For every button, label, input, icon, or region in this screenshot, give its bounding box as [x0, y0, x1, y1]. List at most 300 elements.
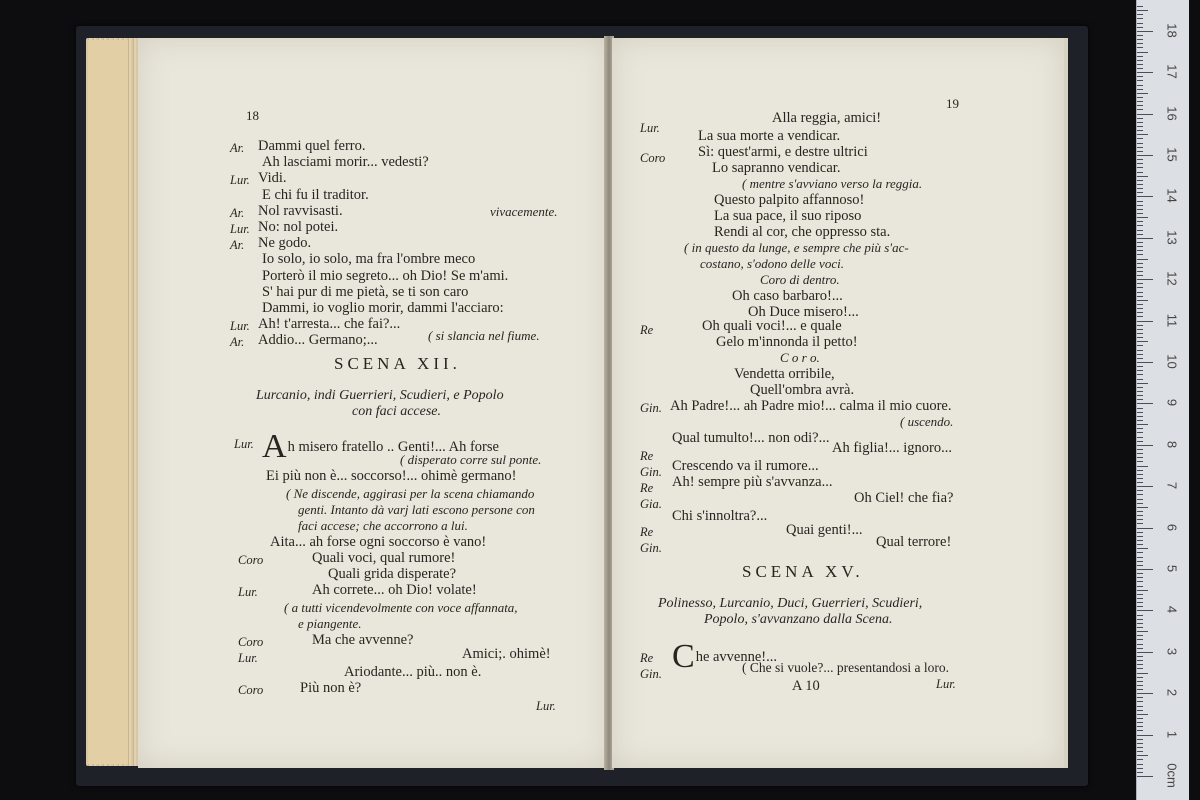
ruler-number: 15 [1164, 147, 1180, 162]
ruler-tick [1137, 279, 1153, 280]
speaker-label: Coro [238, 683, 264, 697]
ruler-tick [1137, 172, 1143, 173]
verse-line: ( Che si vuole?... presentandosi a loro. [742, 660, 949, 675]
verse-line: Porterò il mio segreto... oh Dio! Se m'ami. [262, 267, 509, 284]
verse-line: Ah figlia!... ignoro... [832, 440, 953, 456]
chorus-heading: Coro di dentro. [760, 272, 840, 287]
ruler-tick [1137, 209, 1143, 210]
ruler-tick [1137, 283, 1143, 284]
ruler-tick [1137, 590, 1148, 591]
ruler-tick [1137, 31, 1153, 32]
verse-line: Ma che avvenne? [312, 632, 414, 648]
ruler-tick [1137, 176, 1148, 177]
ruler-tick [1137, 441, 1143, 442]
verse-line: Oh Duce misero!... [748, 304, 859, 320]
ruler-tick [1137, 358, 1143, 359]
ruler-tick [1137, 519, 1143, 520]
ruler-tick [1137, 366, 1143, 367]
ruler-tick [1137, 631, 1148, 632]
ruler-tick [1137, 395, 1143, 396]
ruler-tick [1137, 432, 1143, 433]
drop-cap: C [672, 638, 695, 675]
ruler-number: 9 [1164, 399, 1180, 407]
ruler-tick [1137, 565, 1143, 566]
verse-line: E chi fu il traditor. [262, 186, 369, 203]
ruler-tick [1137, 122, 1143, 123]
verse-line: Aita... ah forse ogni soccorso è vano! [270, 534, 487, 550]
scene-characters: Lurcanio, indi Guerrieri, Scudieri, e Popolo [256, 388, 504, 403]
verse-line: S' hai pur di me pietà, se ti son caro [262, 283, 469, 300]
verse-line: Amici;. ohimè! [462, 646, 551, 662]
ruler-tick [1137, 316, 1143, 317]
ruler-tick [1137, 627, 1143, 628]
ruler-tick [1137, 138, 1143, 139]
ruler-number: 2 [1164, 689, 1180, 697]
verse-line: Dammi, io voglio morir, dammi l'acciaro: [262, 300, 504, 316]
ruler-tick [1137, 424, 1148, 425]
ruler-tick [1137, 362, 1153, 363]
ruler-tick [1137, 445, 1153, 446]
ruler-tick [1137, 321, 1153, 322]
ruler-tick [1137, 714, 1148, 715]
ruler-tick [1137, 528, 1153, 529]
speaker-label: Re [640, 323, 654, 337]
ruler-tick [1137, 457, 1143, 458]
ruler-tick [1137, 743, 1143, 744]
ruler-number: 1 [1164, 730, 1180, 738]
ruler-tick [1137, 101, 1143, 102]
ruler-tick [1137, 97, 1143, 98]
ruler-number: 13 [1164, 230, 1180, 245]
ruler-tick [1137, 134, 1148, 135]
ruler-tick [1137, 345, 1143, 346]
ruler-tick [1137, 503, 1143, 504]
ruler-tick [1137, 730, 1143, 731]
ruler-tick [1137, 586, 1143, 587]
ruler-tick [1137, 598, 1143, 599]
verse-line: Alla reggia, amici! [772, 110, 882, 126]
verse-line: Crescendo va il rumore... [672, 458, 819, 474]
ruler-tick [1137, 759, 1143, 760]
flyleaf-edge [88, 40, 128, 764]
ruler-number: 8 [1164, 440, 1180, 448]
ruler-tick [1137, 532, 1143, 533]
ruler-tick [1137, 43, 1143, 44]
verse-line: Più non è? [300, 680, 362, 696]
ruler-tick [1137, 664, 1143, 665]
ruler-tick [1137, 147, 1143, 148]
ruler-tick [1137, 403, 1153, 404]
ruler-tick [1137, 602, 1143, 603]
speaker-label: Gin. [640, 541, 662, 555]
drop-cap: A [262, 428, 287, 465]
verse-line: Vendetta orribile, [734, 366, 835, 382]
ruler-tick [1137, 234, 1143, 235]
ruler-tick [1137, 312, 1143, 313]
ruler-tick [1137, 85, 1143, 86]
speaker-label: Lur. [238, 585, 258, 599]
ruler-number: 5 [1164, 564, 1180, 573]
ruler-tick [1137, 656, 1143, 657]
ruler-tick [1137, 267, 1143, 268]
ruler-tick [1137, 420, 1143, 421]
ruler-tick [1137, 341, 1148, 342]
ruler-tick [1137, 242, 1143, 243]
speaker-label: Coro [238, 553, 264, 567]
stage-direction: ( in questo da lunge, e sempre che più s'ac- [684, 240, 909, 255]
ruler-number: 0cm [1164, 763, 1180, 788]
ruler-number: 17 [1164, 64, 1180, 79]
verse-line: Oh Ciel! che fia? [854, 490, 954, 506]
stage-direction: genti. Intanto dà varj lati escono persone con [298, 502, 535, 517]
ruler-tick [1137, 536, 1143, 537]
ruler-tick [1137, 383, 1148, 384]
ruler-tick [1137, 594, 1143, 595]
speaker-label: Ar. [230, 238, 245, 253]
verse-line: Questo palpito affannoso! [714, 192, 865, 208]
verse-line: Ei più non è... soccorso!... ohimè germano! [266, 468, 517, 484]
ruler-tick [1137, 569, 1153, 570]
stage-direction: ( a tutti vicendevolmente con voce affannata, [284, 600, 518, 615]
ruler-tick [1137, 56, 1143, 57]
ruler-tick [1137, 155, 1153, 156]
ruler-number: 6 [1164, 523, 1180, 531]
verse-line: Ah correte... oh Dio! volate! [312, 582, 477, 598]
speaker-label: Lur. [234, 437, 254, 451]
ruler-tick [1137, 143, 1143, 144]
speaker-label: Ar. [230, 335, 245, 350]
stage-direction: ( disperato corre sul ponte. [400, 452, 542, 467]
speaker-label: Lur. [230, 222, 250, 236]
ruler-tick [1137, 644, 1143, 645]
ruler-tick [1137, 677, 1143, 678]
ruler-tick [1137, 726, 1143, 727]
verse-line: Quai genti!... [786, 522, 863, 538]
verse-line: Oh caso barbaro!... [732, 288, 843, 304]
ruler-tick [1137, 64, 1143, 65]
scene-characters-cont: con faci accese. [352, 404, 442, 419]
ruler-tick [1137, 89, 1143, 90]
speaker-label: Coro [238, 635, 264, 649]
ruler-tick [1137, 499, 1143, 500]
verse-line: Ah! t'arresta... che fai?... [258, 316, 401, 333]
stage-direction: faci accese; che accorrono a lui. [298, 518, 468, 533]
ruler-tick [1137, 577, 1143, 578]
scene-characters-cont: Popolo, s'avvanzano dalla Scena. [704, 612, 893, 627]
ruler-tick [1137, 118, 1143, 119]
speaker-label: Gia. [640, 497, 662, 511]
scene-title: SCENA XV. [742, 562, 864, 581]
ruler-tick [1137, 35, 1143, 36]
ruler-tick [1137, 192, 1143, 193]
ruler-tick [1137, 387, 1143, 388]
verse-line: Quali voci, qual rumore! [312, 550, 456, 566]
ruler-tick [1137, 225, 1143, 226]
ruler-tick [1137, 615, 1143, 616]
signature-mark: A 10 [792, 678, 820, 694]
ruler-number: 3 [1164, 647, 1180, 655]
ruler-tick [1137, 673, 1148, 674]
ruler-tick [1137, 350, 1143, 351]
ruler-tick [1137, 47, 1143, 48]
ruler-tick [1137, 300, 1148, 301]
ruler-tick [1137, 685, 1143, 686]
ruler-tick [1137, 540, 1143, 541]
verse-line: Addio... Germano;... [258, 332, 378, 349]
ruler-tick [1137, 523, 1143, 524]
speaker-label: Re [640, 481, 654, 495]
speaker-label: Lur. [230, 319, 250, 334]
ruler-tick [1137, 180, 1143, 181]
speaker-label: Lur. [640, 121, 660, 135]
ruler-tick [1137, 304, 1143, 305]
stage-direction: ( Ne discende, aggirasi per la scena chiamando [286, 486, 535, 501]
ruler-tick [1137, 275, 1143, 276]
ruler-tick [1137, 416, 1143, 417]
ruler-tick [1137, 412, 1143, 413]
speaker-label: Re [640, 449, 654, 463]
ruler-tick [1137, 14, 1143, 15]
verse-line: Sì: quest'armi, e destre ultrici [698, 144, 868, 160]
ruler-tick [1137, 39, 1143, 40]
ruler-tick [1137, 660, 1143, 661]
ruler-tick [1137, 72, 1153, 73]
ruler-tick [1137, 751, 1143, 752]
ruler-tick [1137, 639, 1143, 640]
speaker-label: Coro [640, 151, 666, 165]
speaker-label: Gin. [640, 465, 662, 479]
ruler-tick [1137, 561, 1143, 562]
ruler-tick [1137, 333, 1143, 334]
ruler-tick [1137, 701, 1143, 702]
ruler-tick [1137, 259, 1148, 260]
ruler-tick [1137, 474, 1143, 475]
verse-line: Qual tumulto!... non odi?... [672, 430, 830, 446]
stage-direction: ( mentre s'avviano verso la reggia. [742, 176, 923, 191]
ruler-number: 18 [1164, 23, 1180, 38]
ruler-tick [1137, 408, 1143, 409]
ruler-tick [1137, 573, 1143, 574]
ruler-tick [1137, 68, 1143, 69]
ruler-tick [1137, 515, 1143, 516]
ruler-tick [1137, 544, 1143, 545]
ruler-tick [1137, 681, 1143, 682]
page-number: 18 [246, 108, 259, 123]
ruler-tick [1137, 130, 1143, 131]
ruler-tick [1137, 548, 1148, 549]
ruler-tick [1137, 254, 1143, 255]
verse-line: Quali grida disperate? [328, 566, 457, 582]
ruler-tick [1137, 710, 1143, 711]
ruler-tick [1137, 494, 1143, 495]
ruler-tick [1137, 52, 1148, 53]
ruler-tick [1137, 772, 1143, 773]
ruler-tick [1137, 697, 1143, 698]
ruler-tick [1137, 706, 1143, 707]
ruler-number: 11 [1164, 313, 1180, 327]
ruler-tick [1137, 6, 1143, 7]
ruler-tick [1137, 648, 1143, 649]
page-number: 19 [946, 96, 959, 111]
ruler-tick [1137, 105, 1143, 106]
ruler-tick [1137, 623, 1143, 624]
ruler-tick [1137, 718, 1143, 719]
ruler-tick [1137, 263, 1143, 264]
ruler-tick [1137, 739, 1143, 740]
speaker-label: Lur. [238, 651, 258, 665]
verse-line: Dammi quel ferro. [258, 138, 366, 154]
ruler-tick [1137, 693, 1153, 694]
ruler-tick [1137, 379, 1143, 380]
ruler-tick [1137, 18, 1143, 19]
ruler-tick [1137, 325, 1143, 326]
ruler-tick [1137, 60, 1143, 61]
ruler-tick [1137, 747, 1143, 748]
verse-line: Lo sapranno vendicar. [712, 160, 841, 176]
ruler-tick [1137, 196, 1153, 197]
ruler-tick [1137, 482, 1143, 483]
ruler-tick [1137, 221, 1143, 222]
verse-line: Qual terrore! [876, 534, 952, 550]
stage-direction: ( si slancia nel fiume. [428, 328, 540, 343]
ruler-tick [1137, 213, 1143, 214]
scene-characters: Polinesso, Lurcanio, Duci, Guerrieri, Scudieri, [658, 596, 923, 611]
verse-line: Chi s'innoltra?... [672, 508, 768, 524]
ruler-tick [1137, 93, 1148, 94]
ruler-tick [1137, 486, 1153, 487]
ruler-tick [1137, 27, 1143, 28]
ruler-tick [1137, 399, 1143, 400]
ruler-tick [1137, 23, 1143, 24]
ruler-tick [1137, 163, 1143, 164]
ruler-tick [1137, 635, 1143, 636]
stage-direction: vivacemente. [490, 203, 558, 219]
ruler-tick [1137, 114, 1153, 115]
ruler-tick [1137, 205, 1143, 206]
ruler-tick [1137, 126, 1143, 127]
ruler-tick [1137, 776, 1153, 777]
ruler-tick [1137, 151, 1143, 152]
ruler-tick [1137, 238, 1153, 239]
verse-line: Vidi. [258, 170, 287, 187]
ruler-tick [1137, 764, 1143, 765]
speaker-label: Ar. [230, 141, 245, 155]
verse-line: Ah lasciami morir... vedesti? [262, 154, 429, 171]
left-page [138, 38, 608, 768]
speaker-label: Re [640, 525, 654, 539]
ruler-tick [1137, 735, 1153, 736]
ruler-tick [1137, 296, 1143, 297]
ruler-tick [1137, 80, 1143, 81]
ruler-tick [1137, 437, 1143, 438]
verse-line: La sua pace, il suo riposo [714, 208, 862, 224]
verse-line: Ne godo. [258, 235, 312, 252]
ruler-tick [1137, 329, 1143, 330]
ruler-tick [1137, 271, 1143, 272]
ruler-tick [1137, 668, 1143, 669]
ruler-tick [1137, 217, 1148, 218]
verse-line: Quell'ombra avrà. [750, 382, 855, 398]
ruler-number: 7 [1164, 482, 1180, 490]
ruler-tick [1137, 552, 1143, 553]
speaker-label: Lur. [230, 173, 250, 188]
ruler-tick [1137, 391, 1143, 392]
ruler-tick [1137, 652, 1153, 653]
ruler-tick [1137, 610, 1153, 611]
ruler-tick [1137, 188, 1143, 189]
catchword: Lur. [936, 677, 956, 691]
ruler-tick [1137, 10, 1148, 11]
verse-line: Io solo, io solo, ma fra l'ombre meco [262, 251, 476, 268]
ruler-tick [1137, 246, 1143, 247]
verse-line: Ariodante... più.. non è. [344, 664, 482, 680]
ruler-tick [1137, 466, 1148, 467]
scene-title: SCENA XII. [334, 354, 461, 373]
ruler-tick [1137, 76, 1143, 77]
speaker-label: Re [640, 651, 654, 665]
ruler-tick [1137, 461, 1143, 462]
catchword: Lur. [536, 699, 556, 713]
ruler-tick [1137, 768, 1143, 769]
stage-direction: costano, s'odono delle voci. [700, 256, 844, 271]
verse-line: Gelo m'innonda il petto! [716, 334, 858, 350]
ruler-tick [1137, 354, 1143, 355]
stage-direction: e piangente. [298, 616, 362, 631]
verse-line: Oh quali voci!... e quale [702, 318, 842, 334]
ruler-tick [1137, 557, 1143, 558]
ruler-tick [1137, 428, 1143, 429]
speaker-label: Gin. [640, 667, 662, 681]
verse-line: Ah Padre!... ah Padre mio!... calma il mio cuore. [670, 398, 952, 414]
ruler-tick [1137, 507, 1148, 508]
ruler-tick [1137, 184, 1143, 185]
verse-line: Nol ravvisasti. [258, 202, 343, 219]
verse-line: La sua morte a vendicar. [698, 128, 841, 144]
speaker-label: Ar. [230, 205, 245, 220]
ruler-tick [1137, 449, 1143, 450]
stage-direction: ( uscendo. [900, 414, 954, 429]
ruler-tick [1137, 167, 1143, 168]
ruler-tick [1137, 755, 1148, 756]
drop-cap-line: Ah misero fratello .. Genti!... Ah forse [262, 428, 499, 465]
ruler-tick [1137, 478, 1143, 479]
ruler-tick [1137, 511, 1143, 512]
ruler-tick [1137, 722, 1143, 723]
ruler-tick [1137, 159, 1143, 160]
drop-cap-line: Che avvenne!... [672, 638, 778, 675]
ruler-number: 14 [1164, 188, 1180, 204]
ruler-number: 10 [1164, 354, 1180, 369]
ruler-tick [1137, 109, 1143, 110]
ruler-tick [1137, 581, 1143, 582]
ruler-tick [1137, 453, 1143, 454]
ruler-tick [1137, 337, 1143, 338]
ruler-number: 12 [1164, 271, 1180, 286]
ruler-tick [1137, 470, 1143, 471]
measuring-ruler [1136, 0, 1189, 800]
speaker-label: Gin. [640, 401, 662, 415]
verse-line: Ah! sempre più s'avvanza... [672, 474, 833, 490]
ruler-tick [1137, 287, 1143, 288]
right-page [612, 38, 1068, 768]
ruler-tick [1137, 201, 1143, 202]
ruler-tick [1137, 292, 1143, 293]
ruler-number: 16 [1164, 105, 1180, 121]
chorus-heading: C o r o. [780, 350, 820, 365]
ruler-tick [1137, 370, 1143, 371]
ruler-tick [1137, 490, 1143, 491]
verse-line: No: nol potei. [258, 219, 339, 235]
